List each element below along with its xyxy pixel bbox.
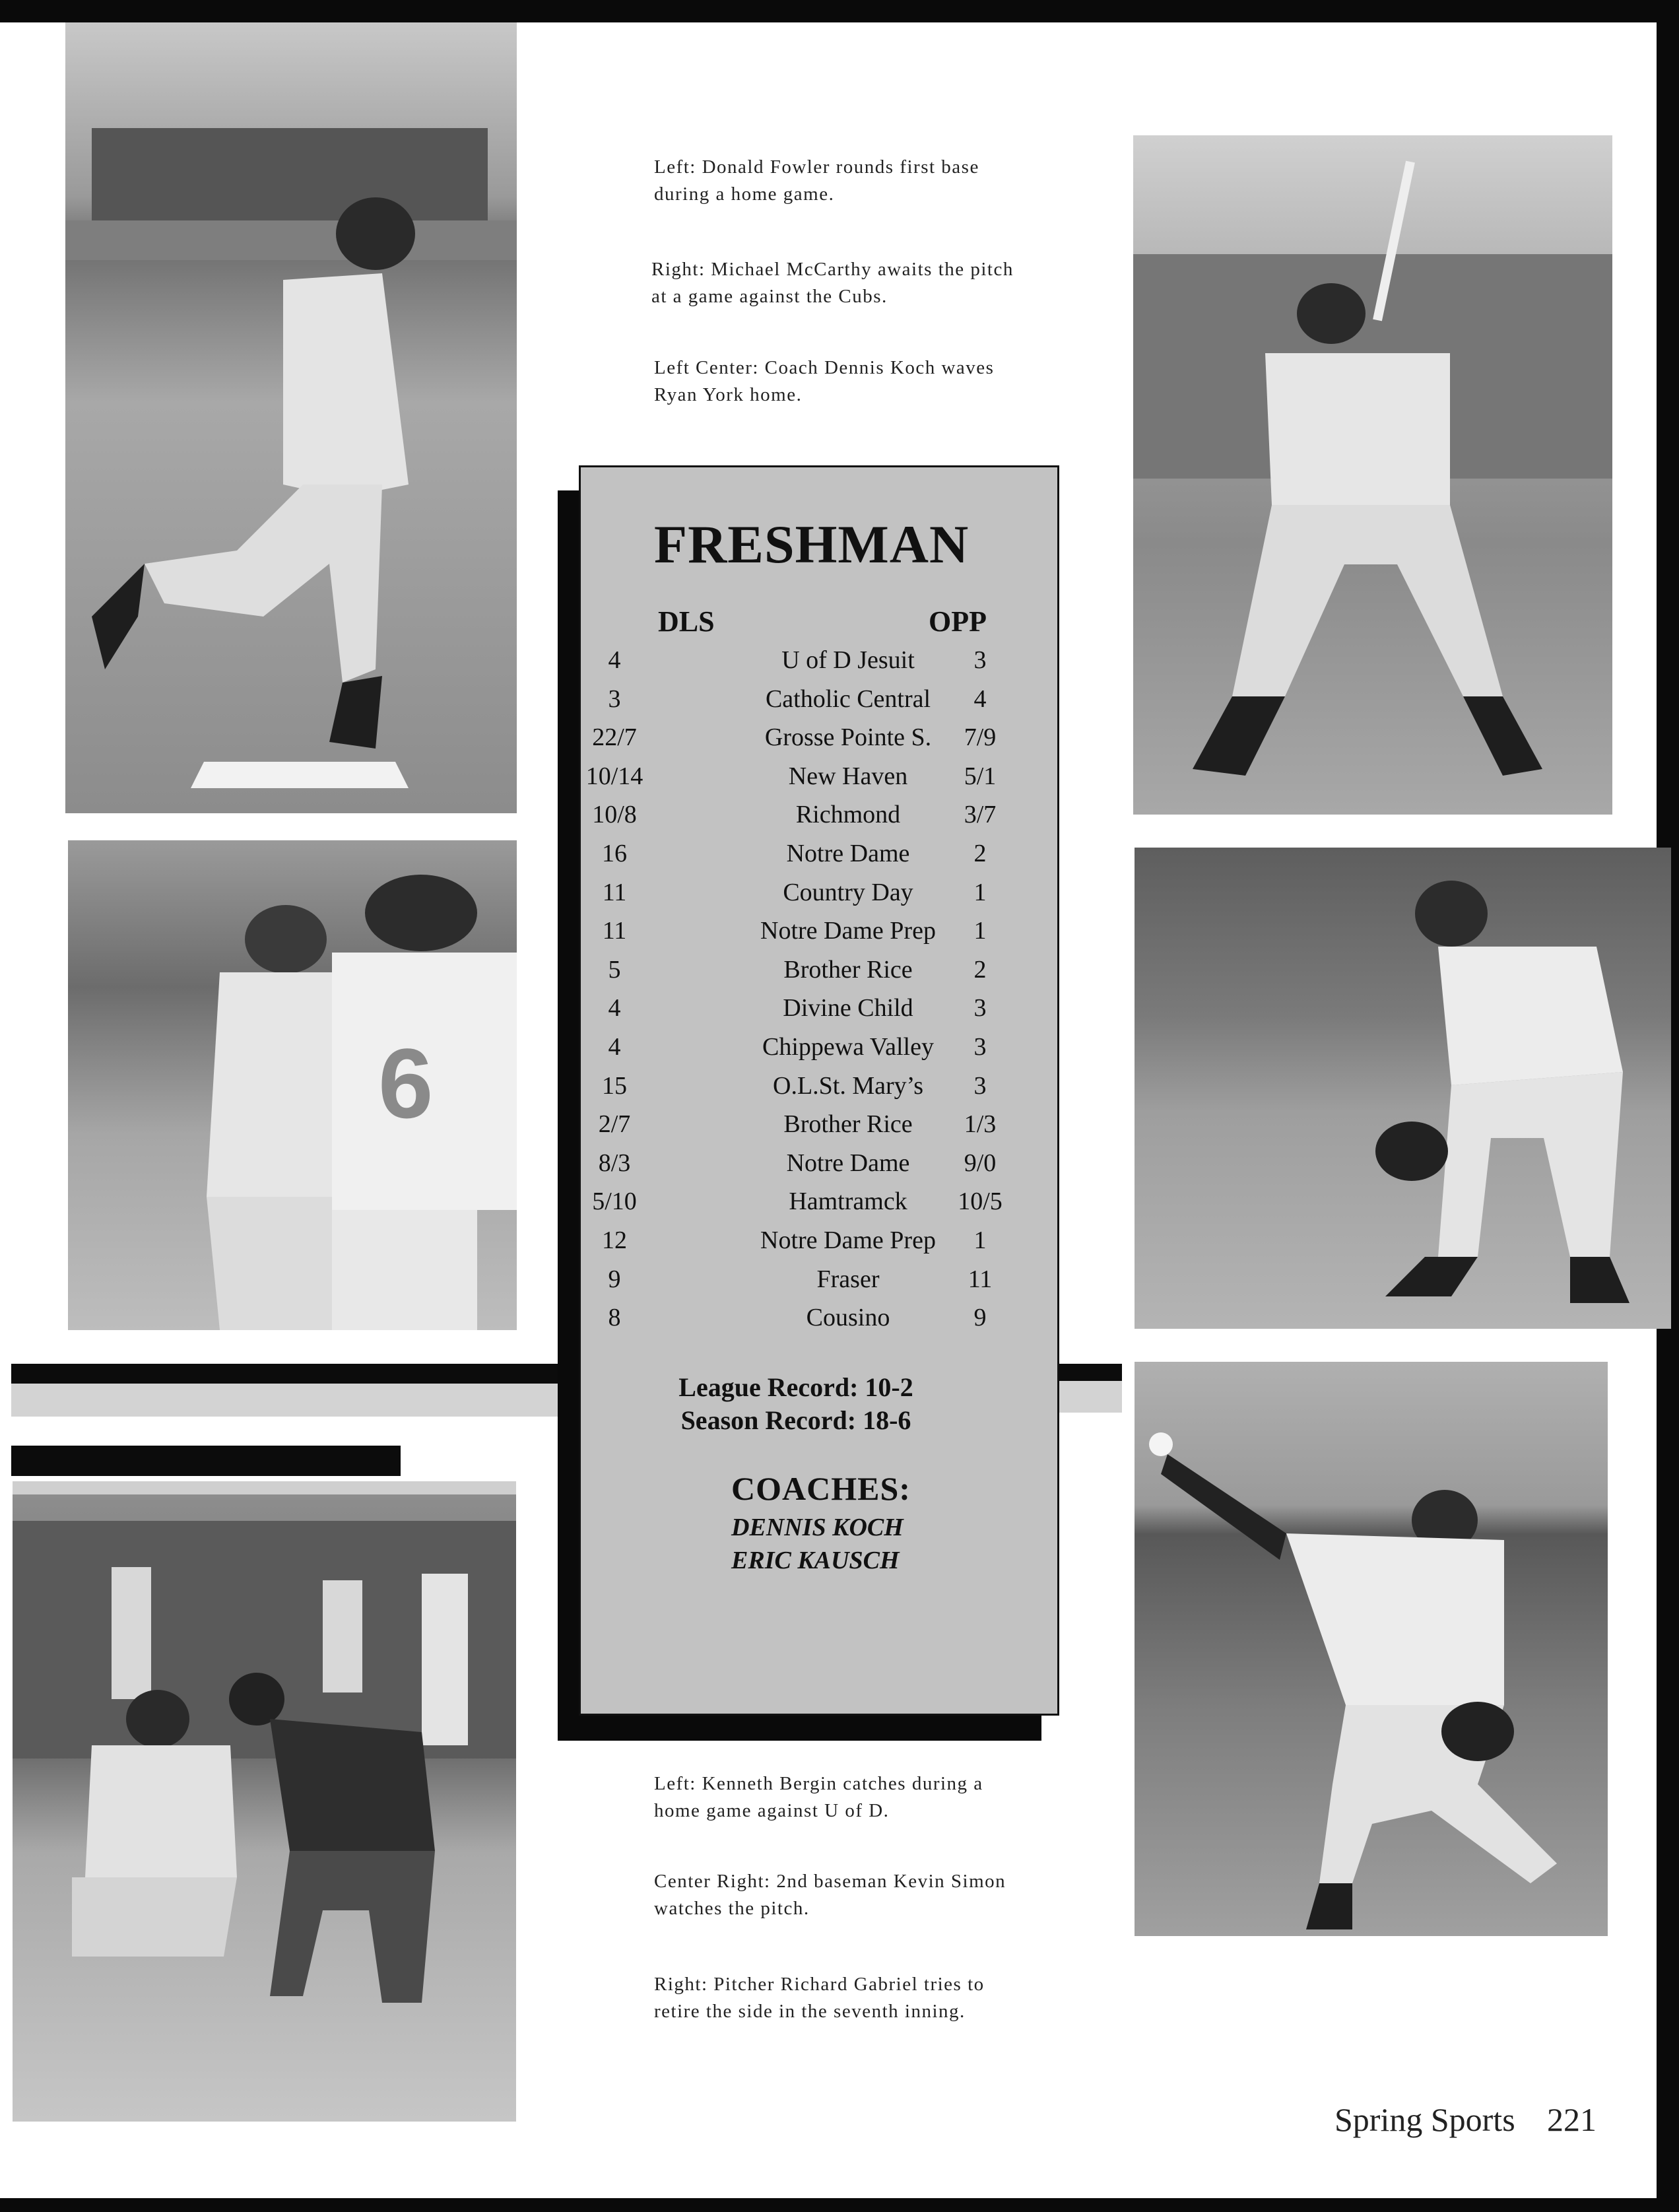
caption-bottom-2: Center Right: 2nd baseman Kevin Simon watches the pitch. bbox=[654, 1871, 1006, 1919]
opp-score: 1 bbox=[973, 917, 987, 945]
dls-score: 5/10 bbox=[592, 1188, 637, 1216]
opponent-name: Notre Dame bbox=[786, 840, 910, 867]
divider-band-right-grey bbox=[1059, 1381, 1122, 1413]
game-row bbox=[581, 1187, 1061, 1225]
opp-score: 11 bbox=[968, 1265, 993, 1293]
dls-score: 3 bbox=[608, 685, 621, 713]
dls-score: 4 bbox=[608, 994, 621, 1022]
caption-bottom-3: Right: Pitcher Richard Gabriel tries to retire the side in the seventh inning. bbox=[654, 1974, 985, 2022]
dls-score: 22/7 bbox=[592, 723, 637, 752]
opponent-name: Hamtramck bbox=[789, 1188, 907, 1216]
page-border-bottom bbox=[0, 2198, 1679, 2212]
opponent-name: Richmond bbox=[795, 801, 901, 829]
game-row bbox=[581, 1303, 1061, 1341]
dls-score: 16 bbox=[602, 840, 627, 867]
opponent-name: Catholic Central bbox=[765, 685, 931, 713]
game-row bbox=[581, 723, 1061, 761]
game-row bbox=[581, 839, 1061, 877]
game-row bbox=[581, 1110, 1061, 1148]
league-record: League Record: 10-2 bbox=[678, 1372, 913, 1402]
page-border-top bbox=[0, 0, 1679, 22]
opp-score: 3 bbox=[973, 646, 987, 674]
coach-name: ERIC KAUSCH bbox=[731, 1547, 900, 1574]
dls-score: 11 bbox=[602, 878, 627, 906]
game-row bbox=[581, 878, 1061, 916]
game-row bbox=[581, 646, 1061, 684]
game-row bbox=[581, 916, 1061, 955]
dls-score: 10/8 bbox=[592, 801, 637, 829]
caption-top-3: Left Center: Coach Dennis Koch waves Ryan York home. bbox=[654, 357, 995, 405]
footer-section: Spring Sports bbox=[1334, 2101, 1515, 2138]
opp-score: 4 bbox=[973, 685, 987, 713]
photo-catcher-and-umpire bbox=[13, 1481, 516, 2122]
dls-score: 11 bbox=[602, 917, 627, 945]
opp-score: 9/0 bbox=[964, 1149, 997, 1177]
game-row bbox=[581, 1071, 1061, 1110]
dls-score: 8 bbox=[608, 1304, 621, 1332]
opp-score: 5/1 bbox=[964, 762, 997, 790]
opp-score: 3 bbox=[973, 1071, 987, 1100]
opp-score: 1 bbox=[973, 878, 987, 906]
photo-second-baseman-ready bbox=[1135, 848, 1671, 1329]
dls-score: 4 bbox=[608, 646, 621, 674]
divider-band-right bbox=[1059, 1364, 1122, 1381]
game-row bbox=[581, 1149, 1061, 1187]
page-number: 221 bbox=[1547, 2101, 1597, 2138]
photo-coach-waves-runner bbox=[68, 840, 517, 1330]
opp-score: 2 bbox=[973, 955, 987, 984]
opponent-name: Brother Rice bbox=[783, 1110, 913, 1139]
svg-text:6: 6 bbox=[378, 1028, 434, 1139]
game-row bbox=[581, 1226, 1061, 1264]
opponent-name: Country Day bbox=[783, 878, 913, 906]
opp-score: 9 bbox=[973, 1304, 987, 1332]
freshman-scoreboard bbox=[579, 465, 1059, 1716]
caption-bottom-1: Left: Kenneth Bergin catches during a home game against U of D. bbox=[654, 1773, 983, 1821]
scoreboard-title: FRESHMAN bbox=[654, 514, 970, 574]
game-row bbox=[581, 955, 1061, 993]
caption-top-2: Right: Michael McCarthy awaits the pitch at a game against the Cubs. bbox=[651, 259, 1014, 307]
opp-score: 1/3 bbox=[964, 1110, 997, 1139]
dls-score: 4 bbox=[608, 1033, 621, 1061]
opponent-name: Brother Rice bbox=[783, 955, 913, 984]
divider-band-left bbox=[11, 1364, 558, 1384]
coaches-title: COACHES: bbox=[731, 1470, 911, 1507]
divider-band-left-grey bbox=[11, 1384, 558, 1417]
opponent-name: Notre Dame bbox=[786, 1149, 910, 1177]
opponent-name: Cousino bbox=[806, 1304, 890, 1332]
opponent-name: O.L.St. Mary’s bbox=[773, 1071, 923, 1100]
photo-batter-awaits-pitch bbox=[1133, 135, 1612, 815]
opp-score: 7/9 bbox=[964, 723, 997, 752]
dls-score: 10/14 bbox=[585, 762, 643, 790]
photo-runner-rounding-base bbox=[65, 22, 517, 813]
opp-score: 10/5 bbox=[958, 1188, 1003, 1216]
opp-score: 3/7 bbox=[964, 801, 997, 829]
opponent-name: Notre Dame Prep bbox=[760, 1226, 936, 1254]
opp-score: 3 bbox=[973, 994, 987, 1022]
dls-score: 9 bbox=[608, 1265, 621, 1293]
opp-score: 3 bbox=[973, 1033, 987, 1061]
column-header-dls: DLS bbox=[658, 605, 715, 638]
opp-score: 2 bbox=[973, 840, 987, 867]
column-header-opp: OPP bbox=[929, 605, 987, 638]
dls-score: 5 bbox=[608, 955, 621, 984]
game-row bbox=[581, 1032, 1061, 1071]
game-row bbox=[581, 1265, 1061, 1303]
game-row bbox=[581, 762, 1061, 800]
opponent-name: Notre Dame Prep bbox=[760, 917, 936, 945]
opponent-name: Chippewa Valley bbox=[762, 1033, 934, 1061]
opponent-name: Fraser bbox=[816, 1265, 880, 1293]
caption-top-1: Left: Donald Fowler rounds first base during a home game. bbox=[654, 156, 979, 205]
opponent-name: Grosse Pointe S. bbox=[764, 723, 932, 752]
opponent-name: Divine Child bbox=[783, 994, 913, 1022]
opponent-name: U of D Jesuit bbox=[781, 646, 915, 674]
coach-name: DENNIS KOCH bbox=[731, 1514, 904, 1541]
opponent-name: New Haven bbox=[788, 762, 908, 790]
season-record: Season Record: 18-6 bbox=[680, 1405, 911, 1435]
divider-band-photo-top bbox=[11, 1446, 401, 1476]
photo-pitcher-delivering bbox=[1135, 1362, 1608, 1936]
dls-score: 8/3 bbox=[598, 1149, 631, 1177]
opp-score: 1 bbox=[973, 1226, 987, 1254]
game-row bbox=[581, 685, 1061, 723]
dls-score: 12 bbox=[602, 1226, 627, 1254]
game-row bbox=[581, 800, 1061, 838]
game-row bbox=[581, 993, 1061, 1032]
dls-score: 2/7 bbox=[598, 1110, 631, 1139]
dls-score: 15 bbox=[602, 1071, 627, 1100]
